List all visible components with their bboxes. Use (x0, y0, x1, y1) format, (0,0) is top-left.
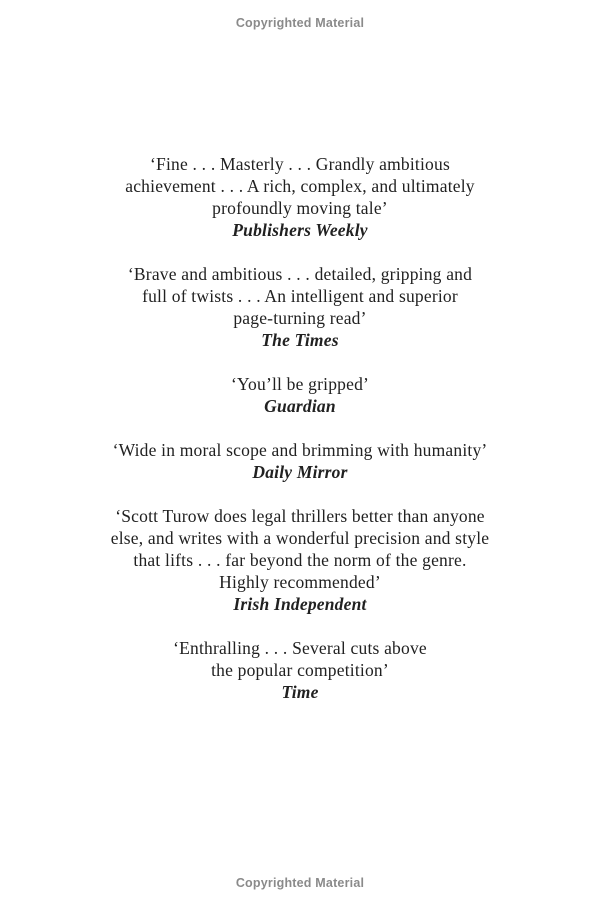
quote-block (0, 439, 600, 483)
quote-line: page-turning read’ (233, 308, 367, 328)
praise-quotes-list (0, 153, 600, 725)
quote-source: Publishers Weekly (232, 220, 368, 240)
quote-line: ‘Enthralling . . . Several cuts above (173, 638, 427, 658)
quote-block (0, 263, 600, 351)
quote-block (0, 505, 600, 615)
quote-source: The Times (261, 330, 339, 350)
copyrighted-material-top-label: Copyrighted Material (235, 16, 365, 30)
quote-line: full of twists . . . An intelligent and superior (142, 286, 458, 306)
quote-line: Highly recommended’ (219, 572, 381, 592)
quote-source: Time (281, 682, 319, 702)
copyrighted-material-bottom-label: Copyrighted Material (235, 876, 365, 890)
quote-line: ‘Brave and ambitious . . . detailed, gripping and (127, 264, 473, 284)
quote-line: ‘You’ll be gripped’ (230, 374, 370, 394)
quote-block (0, 637, 600, 703)
quote-line: profoundly moving tale’ (212, 198, 388, 218)
quote-line: ‘Fine . . . Masterly . . . Grandly ambitious (150, 154, 450, 174)
quote-block (0, 373, 600, 417)
quote-source: Guardian (264, 396, 336, 416)
quote-source: Daily Mirror (252, 462, 348, 482)
quote-source: Irish Independent (233, 594, 367, 614)
quote-block (0, 153, 600, 241)
quote-line: ‘Wide in moral scope and brimming with humanity’ (112, 440, 488, 460)
quote-line: achievement . . . A rich, complex, and ultimately (125, 176, 475, 196)
quote-line: ‘Scott Turow does legal thrillers better than anyone (115, 506, 485, 526)
quote-line: that lifts . . . far beyond the norm of the genre. (133, 550, 467, 570)
quote-line: else, and writes with a wonderful precision and style (110, 528, 490, 548)
quote-line: the popular competition’ (211, 660, 389, 680)
